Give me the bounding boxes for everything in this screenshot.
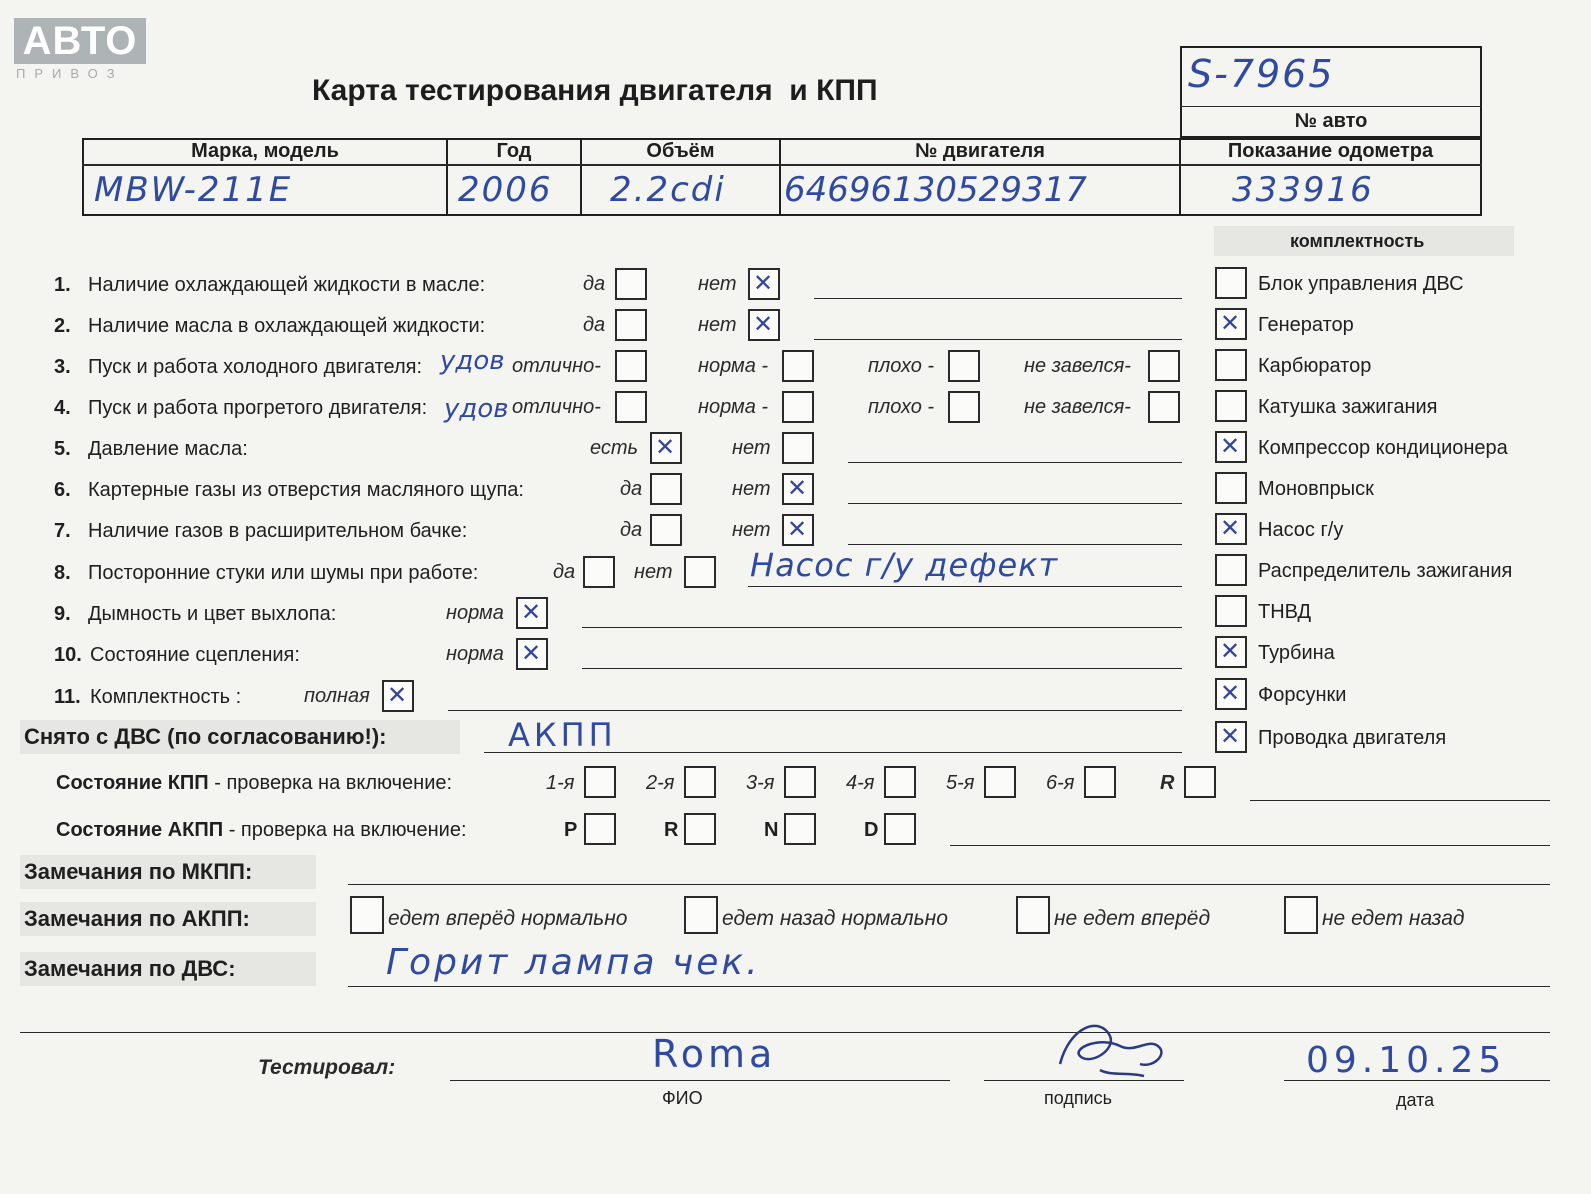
kpp-label [56, 772, 452, 795]
kit-checkbox[interactable] [1215, 678, 1247, 710]
akpp-label-rest: - проверка на включение: [223, 819, 467, 841]
checkbox-excellent[interactable] [615, 391, 647, 423]
option-label: нет [698, 273, 737, 295]
gear-checkbox[interactable] [984, 766, 1016, 798]
item-number: 10. [54, 644, 82, 666]
car-number-label: № авто [1294, 110, 1368, 132]
kit-item-label: Блок управления ДВС [1258, 273, 1464, 295]
gear-checkbox[interactable] [584, 766, 616, 798]
col-header-odometer: Показание одометра [1227, 140, 1434, 162]
divider [1180, 106, 1482, 107]
checkbox-no[interactable] [782, 514, 814, 546]
item-number: 3. [54, 356, 71, 378]
option-label: плохо - [868, 355, 935, 377]
option-label: норма - [698, 355, 769, 377]
kit-item-label: Распределитель зажигания [1258, 560, 1513, 582]
volume-value[interactable]: 2.2cdi [610, 170, 726, 210]
noise-comment[interactable]: Насос г/у дефект [750, 546, 1059, 584]
item-number: 7. [54, 520, 71, 542]
checkbox-yes[interactable] [650, 432, 682, 464]
name-line [450, 1080, 950, 1081]
kit-checkbox[interactable] [1215, 513, 1247, 545]
item-number: 4. [54, 397, 71, 419]
gear-label: 3-я [746, 772, 775, 794]
comment-line [848, 462, 1182, 463]
tester-name[interactable]: Roma [652, 1032, 777, 1076]
kit-heading: комплектность [1290, 231, 1425, 251]
item-number: 6. [54, 479, 71, 501]
checkbox-yes[interactable] [650, 514, 682, 546]
akpp-option-label: едет назад нормально [722, 907, 948, 930]
test-date[interactable]: 09.10.25 [1306, 1040, 1507, 1081]
tested-by-label: Тестировал: [258, 1056, 396, 1079]
gear-label: 1-я [546, 772, 575, 794]
checkbox-no[interactable] [684, 556, 716, 588]
checkbox-yes[interactable] [615, 309, 647, 341]
option-label: не завелся- [1024, 355, 1131, 377]
item-number: 9. [54, 603, 71, 625]
item-label: Состояние сцепления: [90, 644, 300, 666]
checkbox-normal[interactable] [516, 597, 548, 629]
mode-checkbox[interactable] [684, 813, 716, 845]
checkbox-no-start[interactable] [1148, 350, 1180, 382]
option-label: норма [446, 602, 504, 624]
gear-label: 4-я [846, 772, 875, 794]
gear-checkbox[interactable] [784, 766, 816, 798]
col-header-model: Марка, модель [191, 140, 339, 162]
option-label: норма - [698, 396, 769, 418]
odometer-value[interactable]: 333916 [1232, 170, 1374, 210]
checkbox-excellent[interactable] [615, 350, 647, 382]
mode-checkbox[interactable] [884, 813, 916, 845]
remarks-mkpp-label: Замечания по МКПП: [24, 859, 253, 884]
gear-label: 5-я [946, 772, 975, 794]
kit-item-label: Катушка зажигания [1258, 396, 1438, 418]
car-number-value[interactable]: S-7965 [1188, 52, 1335, 96]
comment-line [448, 710, 1182, 711]
item-label: Дымность и цвет выхлопа: [88, 603, 337, 625]
checkbox-normal[interactable] [782, 350, 814, 382]
date-caption: дата [1396, 1090, 1435, 1110]
comment-line [582, 627, 1182, 628]
kit-item-label: Моновпрыск [1258, 478, 1374, 500]
kit-checkbox[interactable] [1215, 349, 1247, 381]
item-label: Пуск и работа прогретого двигателя: [88, 397, 428, 419]
gear-checkbox[interactable] [684, 766, 716, 798]
removed-label: Снято с ДВС (по согласованию!): [24, 724, 387, 749]
year-value[interactable]: 2006 [458, 170, 553, 210]
mode-label: D [864, 819, 879, 841]
option-label: да [583, 314, 606, 336]
vehicle-header-table [82, 138, 1482, 216]
signature-line [984, 1080, 1184, 1081]
gear-checkbox[interactable] [1184, 766, 1216, 798]
option-label: не завелся- [1024, 396, 1131, 418]
kit-checkbox[interactable] [1215, 431, 1247, 463]
removed-value[interactable]: АКПП [508, 716, 617, 754]
mode-label: P [564, 819, 578, 841]
kpp-label-rest: - проверка на включение: [208, 772, 453, 794]
akpp-reverse-ok-checkbox[interactable] [684, 896, 718, 934]
col-header-engine-no: № двигателя [915, 140, 1045, 162]
remarks-dvs-line [348, 986, 1550, 987]
kit-checkbox[interactable] [1215, 554, 1247, 586]
option-label: есть [590, 437, 639, 459]
item-label: Пуск и работа холодного двигателя: [88, 356, 423, 378]
akpp-label [56, 819, 467, 842]
col-header-year: Год [496, 140, 532, 162]
removed-line [484, 752, 1182, 753]
kit-item-label: Карбюратор [1258, 355, 1372, 377]
checkbox-yes[interactable] [650, 473, 682, 505]
kit-checkbox[interactable] [1215, 721, 1247, 753]
checkbox-no[interactable] [782, 432, 814, 464]
item-label: Посторонние стуки или шумы при работе: [88, 562, 479, 584]
name-caption: ФИО [662, 1088, 703, 1108]
checkbox-no[interactable] [748, 268, 780, 300]
comment-line [814, 339, 1182, 340]
checkbox-yes[interactable] [583, 556, 615, 588]
comment-line [582, 668, 1182, 669]
kpp-label-bold: Состояние КПП [56, 772, 209, 794]
akpp-no-reverse-checkbox[interactable] [1284, 896, 1318, 934]
mode-label: R [664, 819, 679, 841]
date-line [1284, 1080, 1550, 1081]
signature-caption: подпись [1044, 1088, 1113, 1108]
akpp-option-label: едет вперёд нормально [388, 907, 628, 930]
option-label: нет [698, 314, 737, 336]
akpp-no-forward-checkbox[interactable] [1016, 896, 1050, 934]
model-value[interactable]: MBW-211E [94, 170, 293, 210]
option-label: нет [732, 519, 771, 541]
checkbox-full[interactable] [382, 680, 414, 712]
item-label: Комплектность : [90, 686, 242, 708]
remarks-dvs-label: Замечания по ДВС: [24, 956, 236, 981]
option-label: да [583, 273, 606, 295]
checkbox-yes[interactable] [615, 268, 647, 300]
option-label: да [553, 561, 576, 583]
akpp-option-label: не едет вперёд [1054, 907, 1211, 930]
option-label: норма [446, 643, 504, 665]
comment-line [848, 544, 1182, 545]
remarks-akpp-label: Замечания по АКПП: [24, 906, 250, 931]
kit-item-label: Насос г/у [1258, 519, 1344, 541]
kit-checkbox[interactable] [1215, 267, 1247, 299]
item-label: Наличие газов в расширительном бачке: [88, 520, 468, 542]
item-number: 8. [54, 562, 71, 584]
kit-item-label: ТНВД [1258, 601, 1312, 623]
comment-line [748, 586, 1182, 587]
kit-item-label: Форсунки [1258, 684, 1347, 706]
akpp-label-bold: Состояние АКПП [56, 819, 224, 841]
checkbox-bad[interactable] [948, 350, 980, 382]
avto-privoz-logo: АВТО [14, 18, 146, 64]
item-number: 11. [54, 686, 81, 708]
signature-icon[interactable] [1040, 1006, 1190, 1086]
kit-checkbox[interactable] [1215, 595, 1247, 627]
logo-subtitle: ПРИВОЗ [16, 66, 124, 81]
mode-label: N [764, 819, 779, 841]
engine-no-value[interactable]: 64696130529317 [784, 170, 1087, 210]
gear-checkbox[interactable] [1084, 766, 1116, 798]
mode-checkbox[interactable] [784, 813, 816, 845]
item-label: Картерные газы из отверстия масляного щупа: [88, 479, 524, 501]
kit-checkbox[interactable] [1215, 636, 1247, 668]
checkbox-bad[interactable] [948, 391, 980, 423]
item-label: Давление масла: [88, 438, 248, 460]
item-label: Наличие охлаждающей жидкости в масле: [88, 274, 486, 296]
akpp-line [950, 845, 1550, 846]
comment-line [848, 503, 1182, 504]
gear-checkbox[interactable] [884, 766, 916, 798]
checkbox-no[interactable] [748, 309, 780, 341]
item-number: 1. [54, 274, 71, 296]
page-title: Карта тестирования двигателя и КПП [312, 74, 878, 107]
kit-checkbox[interactable] [1215, 390, 1247, 422]
mode-checkbox[interactable] [584, 813, 616, 845]
akpp-option-label: не едет назад [1322, 907, 1465, 930]
remarks-mkpp-line [348, 884, 1550, 885]
option-label: да [620, 519, 643, 541]
remarks-dvs-value[interactable]: Горит лампа чек. [386, 942, 761, 983]
option-label: нет [732, 478, 771, 500]
handwritten-note[interactable]: удов [440, 346, 505, 376]
kit-item-label: Проводка двигателя [1258, 727, 1447, 749]
item-label: Наличие масла в охлаждающей жидкости: [88, 315, 486, 337]
kpp-line [1250, 800, 1550, 801]
handwritten-note[interactable]: удов [444, 394, 509, 424]
header-divider [82, 164, 1482, 166]
comment-line [814, 298, 1182, 299]
option-label: плохо - [868, 396, 935, 418]
kit-item-label: Компрессор кондиционера [1258, 437, 1508, 459]
gear-label: 2-я [646, 772, 675, 794]
akpp-forward-ok-checkbox[interactable] [350, 896, 384, 934]
checkbox-no[interactable] [782, 473, 814, 505]
option-label: да [620, 478, 643, 500]
kit-item-label: Генератор [1258, 314, 1354, 336]
checkbox-normal[interactable] [782, 391, 814, 423]
kit-checkbox[interactable] [1215, 472, 1247, 504]
gear-label: R [1160, 772, 1175, 794]
option-label: нет [732, 437, 771, 459]
kit-item-label: Турбина [1258, 642, 1335, 664]
option-label: отлично- [512, 355, 601, 377]
option-label: полная [304, 685, 370, 707]
checkbox-no-start[interactable] [1148, 391, 1180, 423]
gear-label: 6-я [1046, 772, 1075, 794]
remarks-extra-line [20, 1032, 1550, 1033]
option-label: отлично- [512, 396, 601, 418]
kit-checkbox[interactable] [1215, 308, 1247, 340]
col-header-volume: Объём [646, 140, 715, 162]
checkbox-normal[interactable] [516, 638, 548, 670]
option-label: нет [634, 561, 673, 583]
item-number: 2. [54, 315, 71, 337]
item-number: 5. [54, 438, 71, 460]
